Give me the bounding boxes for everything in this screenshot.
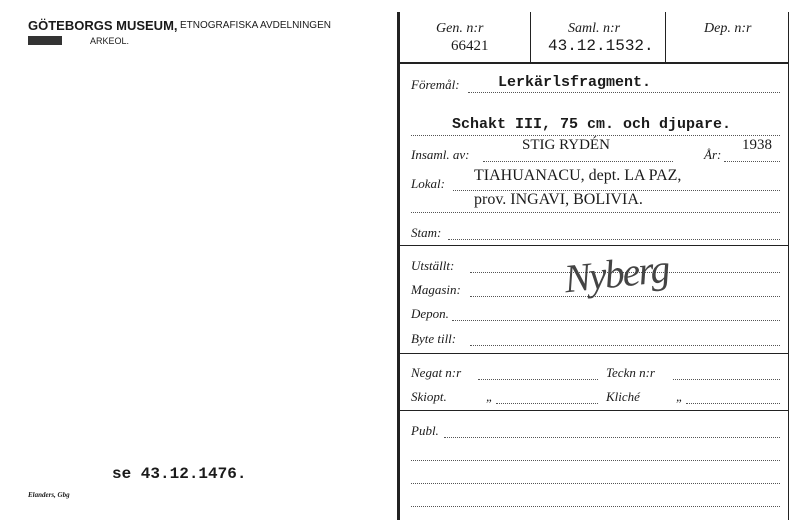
utstallt-label: Utställt: [411, 258, 455, 273]
negat-label: Negat n:r [411, 365, 462, 380]
publ-line-1 [444, 437, 780, 438]
ar-value: 1938 [742, 137, 772, 153]
skiopt-line [496, 403, 598, 404]
handwritten-signature: Nyberg [561, 245, 671, 302]
publ-line-2 [411, 460, 780, 461]
struck-department [28, 36, 62, 45]
divider-2 [400, 353, 788, 354]
header-divider-1 [530, 12, 531, 62]
divider-3 [400, 410, 788, 411]
kliche-line [686, 403, 780, 404]
header-bottom-border [400, 62, 788, 64]
negat-line [478, 379, 598, 380]
cross-reference: se 43.12.1476. [112, 465, 247, 483]
foremal-label: Föremål: [411, 77, 460, 92]
skiopt-label: Skiopt. [411, 389, 447, 404]
lokal-value-1: TIAHUANACU, dept. LA PAZ, [474, 167, 682, 184]
stam-label: Stam: [411, 225, 442, 240]
foremal-line-2 [411, 135, 780, 136]
depon-label: Depon. [411, 306, 449, 321]
publ-label: Publ. [411, 423, 439, 438]
ar-line [724, 161, 780, 162]
gen-number-value: 66421 [451, 38, 489, 54]
insaml-line [483, 161, 673, 162]
byte-label: Byte till: [411, 331, 457, 346]
card-left-border [397, 12, 400, 520]
kliche-ditto: „ [676, 389, 684, 404]
stam-line [448, 239, 780, 240]
lokal-line-2 [411, 212, 780, 213]
foremal-line [468, 92, 780, 93]
gen-number-label: Gen. n:r [436, 21, 484, 36]
depon-line [452, 320, 780, 321]
foremal-value: Lerkärlsfragment. [498, 74, 652, 91]
dep-number-label: Dep. n:r [704, 21, 752, 36]
department-archaeology: ARKEOL. [90, 36, 130, 46]
lokal-value-2: prov. INGAVI, BOLIVIA. [474, 191, 643, 208]
header-divider-2 [665, 12, 666, 62]
skiopt-ditto: „ [486, 389, 494, 404]
teckn-line [673, 379, 780, 380]
publ-line-3 [411, 483, 780, 484]
publ-line-4 [411, 506, 780, 507]
insaml-label: Insaml. av: [411, 147, 470, 162]
byte-line [470, 345, 780, 346]
saml-number-value: 43.12.1532. [548, 37, 654, 55]
printer-mark: Elanders, Gbg [28, 491, 70, 499]
saml-number-label: Saml. n:r [568, 21, 621, 36]
lokal-label: Lokal: [411, 176, 445, 191]
kliche-label: Kliché [606, 389, 640, 404]
museum-name: GÖTEBORGS MUSEUM, [28, 18, 178, 33]
ar-label: År: [704, 147, 722, 162]
insaml-value: STIG RYDÉN [522, 137, 610, 153]
department-name: ETNOGRAFISKA AVDELNINGEN [180, 20, 331, 31]
magasin-label: Magasin: [411, 282, 461, 297]
foremal-value-2: Schakt III, 75 cm. och djupare. [452, 116, 732, 133]
divider-1 [400, 245, 788, 246]
teckn-label: Teckn n:r [606, 365, 655, 380]
card-right-border [788, 12, 789, 520]
